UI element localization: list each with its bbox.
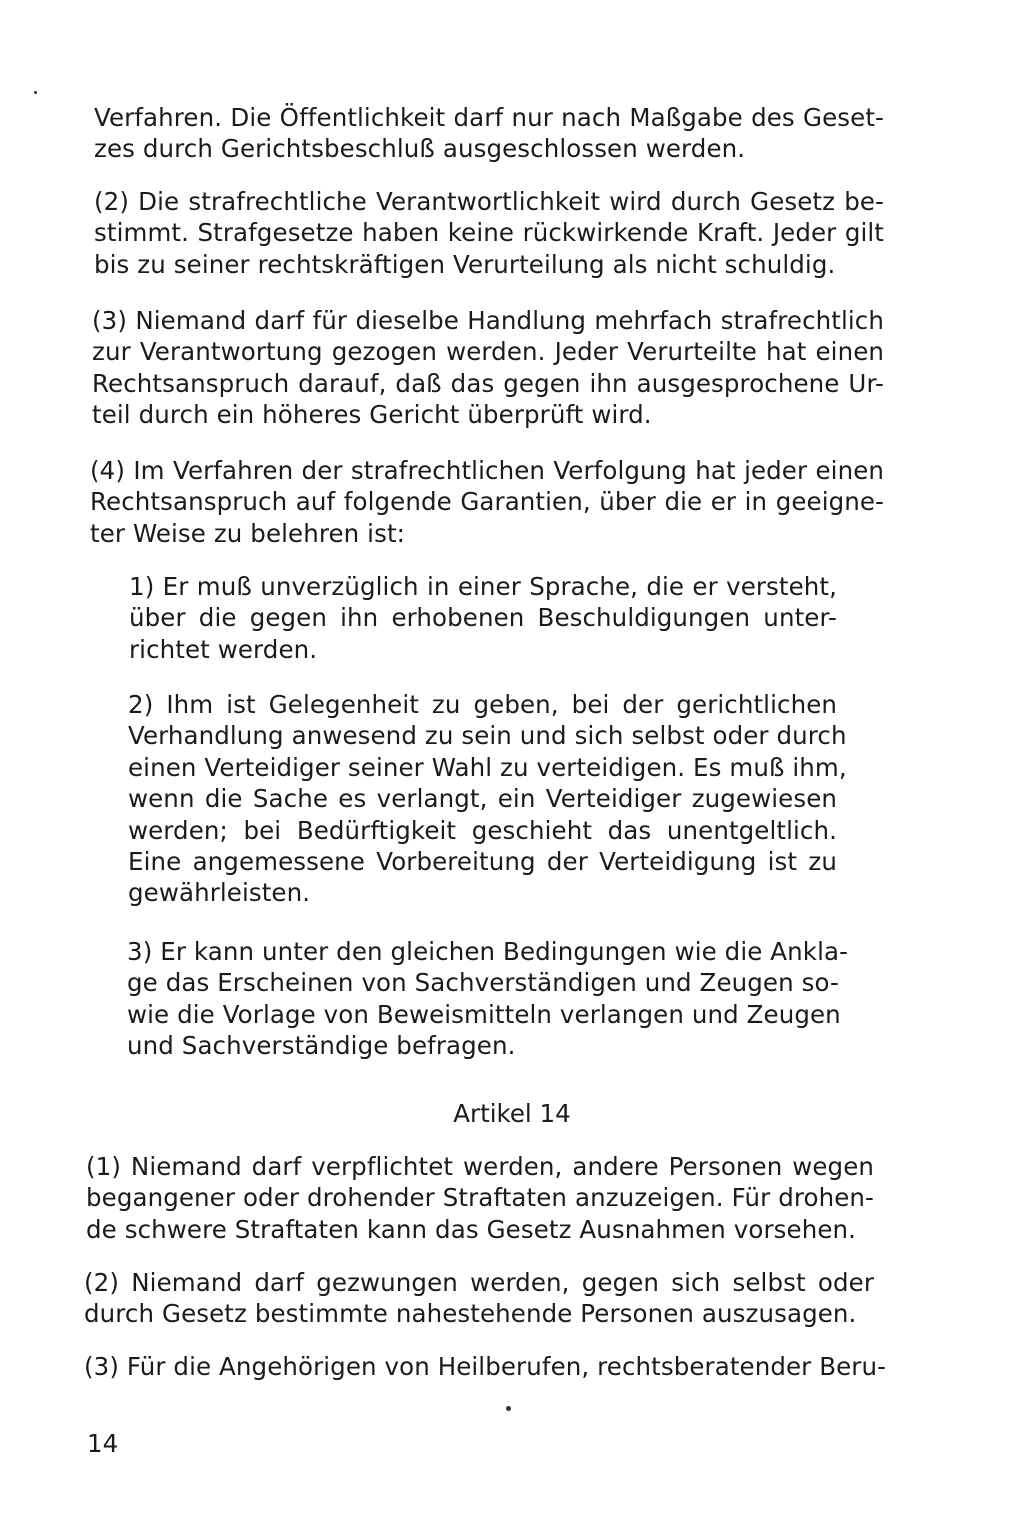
text-line: ge das Erscheinen von Sachverständigen und Zeugen so- (127, 968, 839, 998)
text-line: (2) Die strafrechtliche Verantwortlichkeit wird durch Gesetz be- (94, 187, 884, 216)
text-line: wenn die Sache es verlangt, ein Verteidiger zugewiesen (128, 784, 837, 814)
text-line: teil durch ein höheres Gericht überprüft wird. (92, 400, 652, 430)
text-line: begangener oder drohender Straftaten anzuzeigen. Für drohen- (86, 1183, 874, 1213)
text-line: zur Verantwortung gezogen werden. Jeder Verurteilte hat einen (92, 337, 884, 367)
list-item-3 (127, 936, 849, 1062)
text-line: gewährleisten. (128, 878, 311, 908)
text-line: (3) Niemand darf für dieselbe Handlung mehrfach strafrechtlich (92, 306, 884, 335)
text-line: über die gegen ihn erhobenen Beschuldigungen unter- (129, 603, 837, 633)
paragraph-2 (94, 186, 884, 280)
article-14-paragraph-1 (86, 1151, 874, 1245)
text-line: de schwere Straftaten kann das Gesetz Ausnahmen vorsehen. (86, 1214, 857, 1244)
list-item-2 (128, 689, 847, 909)
text-line: bis zu seiner rechtskräftigen Verurteilung als nicht schuldig. (94, 249, 836, 279)
text-line: 2) Ihm ist Gelegenheit zu geben, bei der gerichtlichen (128, 690, 837, 719)
paragraph-3 (92, 305, 884, 431)
text-line: zes durch Gerichtsbeschluß ausgeschlossen werden. (94, 134, 746, 164)
article-heading: Artikel 14 (453, 1099, 571, 1128)
text-line: Rechtsanspruch darauf, daß das gegen ihn ausgesprochene Ur- (92, 368, 884, 398)
text-line: Verfahren. Die Öffentlichkeit darf nur nach Maßgabe des Geset- (94, 103, 884, 132)
scan-speck (34, 91, 37, 94)
article-14-paragraph-3 (84, 1351, 887, 1382)
text-line: 3) Er kann unter den gleichen Bedingungen wie die Ankla- (127, 937, 849, 966)
text-line: durch Gesetz bestimmte nahestehende Personen auszusagen. (84, 1299, 857, 1329)
text-line: Rechtsanspruch auf folgende Garantien, über die er in geeigne- (90, 487, 884, 517)
text-line: einen Verteidiger seiner Wahl zu verteidigen. Es muß ihm, (128, 752, 847, 782)
text-line: ter Weise zu belehren ist: (90, 518, 405, 548)
text-line: wie die Vorlage von Beweismitteln verlangen und Zeugen (127, 999, 841, 1029)
text-line: (3) Für die Angehörigen von Heilberufen, rechtsberatender Beru- (84, 1352, 887, 1381)
list-item-1 (129, 571, 837, 665)
paragraph-continuation (94, 102, 884, 165)
text-line: 1) Er muß unverzüglich in einer Sprache, die er versteht, (129, 572, 837, 601)
paragraph-4 (90, 455, 884, 549)
page-number: 14 (87, 1429, 119, 1458)
article-14-paragraph-2 (84, 1267, 874, 1330)
text-line: Verhandlung anwesend zu sein und sich selbst oder durch (128, 721, 847, 751)
text-line: (1) Niemand darf verpflichtet werden, andere Personen wegen (86, 1152, 874, 1181)
scan-speck (506, 1406, 511, 1411)
text-line: (2) Niemand darf gezwungen werden, gegen sich selbst oder (84, 1268, 874, 1297)
text-line: (4) Im Verfahren der strafrechtlichen Verfolgung hat jeder einen (90, 456, 884, 485)
text-line: und Sachverständige befragen. (127, 1031, 516, 1061)
text-line: Eine angemessene Vorbereitung der Verteidigung ist zu (128, 847, 837, 877)
text-line: stimmt. Strafgesetze haben keine rückwirkende Kraft. Jeder gilt (94, 218, 884, 248)
text-line: richtet werden. (129, 634, 318, 664)
text-line: werden; bei Bedürftigkeit geschieht das unentgeltlich. (128, 815, 837, 845)
